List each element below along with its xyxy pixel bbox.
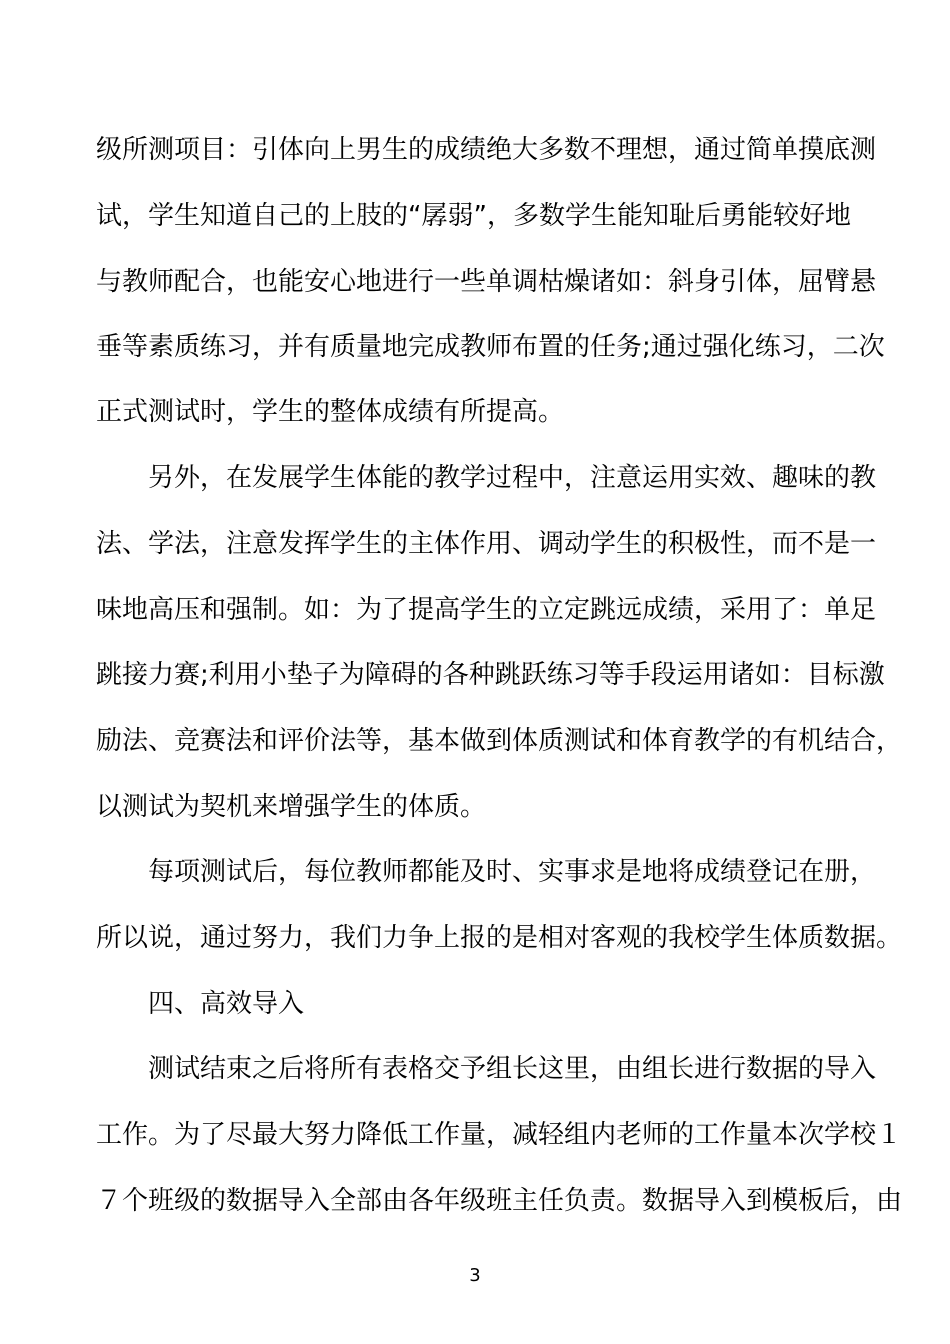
paragraph-2-line-2: 法、学法，注意发挥学生的主体作用、调动学生的积极性，而不是一: [96, 529, 877, 559]
paragraph-2-line-6: 以测试为契机来增强学生的体质。: [96, 792, 487, 822]
paragraph-1-line-5: 正式测试时，学生的整体成绩有所提高。: [96, 397, 565, 427]
paragraph-5-line-2: 工作。为了尽最大努力降低工作量，减轻组内老师的工作量本次学校１: [96, 1120, 903, 1150]
paragraph-2-line-5: 励法、竞赛法和评价法等，基本做到体质测试和体育教学的有机结合，: [96, 726, 903, 756]
paragraph-5-line-1: 测试结束之后将所有表格交予组长这里，由组长进行数据的导入: [148, 1054, 877, 1084]
paragraph-3-line-1: 每项测试后，每位教师都能及时、实事求是地将成绩登记在册，: [148, 857, 877, 887]
paragraph-1-line-1: 级所测项目：引体向上男生的成绩绝大多数不理想，通过简单摸底测: [96, 135, 877, 165]
paragraph-1-line-2: 试，学生知道自己的上肢的“孱弱”，多数学生能知耻后勇能较好地: [96, 201, 851, 231]
paragraph-2-line-1: 另外，在发展学生体能的教学过程中，注意运用实效、趣味的教: [148, 463, 877, 493]
paragraph-5-line-3: ７个班级的数据导入全部由各年级班主任负责。数据导入到模板后，由: [96, 1186, 903, 1216]
paragraph-2-line-4: 跳接力赛;利用小垫子为障碍的各种跳跃练习等手段运用诸如：目标激: [96, 660, 885, 690]
paragraph-1-line-3: 与教师配合，也能安心地进行一些单调枯燥诸如：斜身引体，屈臂悬: [96, 267, 877, 297]
paragraph-3-line-2: 所以说，通过努力，我们力争上报的是相对客观的我校学生体质数据。: [96, 923, 903, 953]
section-heading: 四、高效导入: [148, 989, 305, 1019]
page-number: 3: [469, 1265, 481, 1286]
paragraph-1-line-4: 垂等素质练习，并有质量地完成教师布置的任务;通过强化练习，二次: [96, 332, 885, 362]
paragraph-2-line-3: 味地高压和强制。如：为了提高学生的立定跳远成绩，采用了：单足: [96, 595, 877, 625]
